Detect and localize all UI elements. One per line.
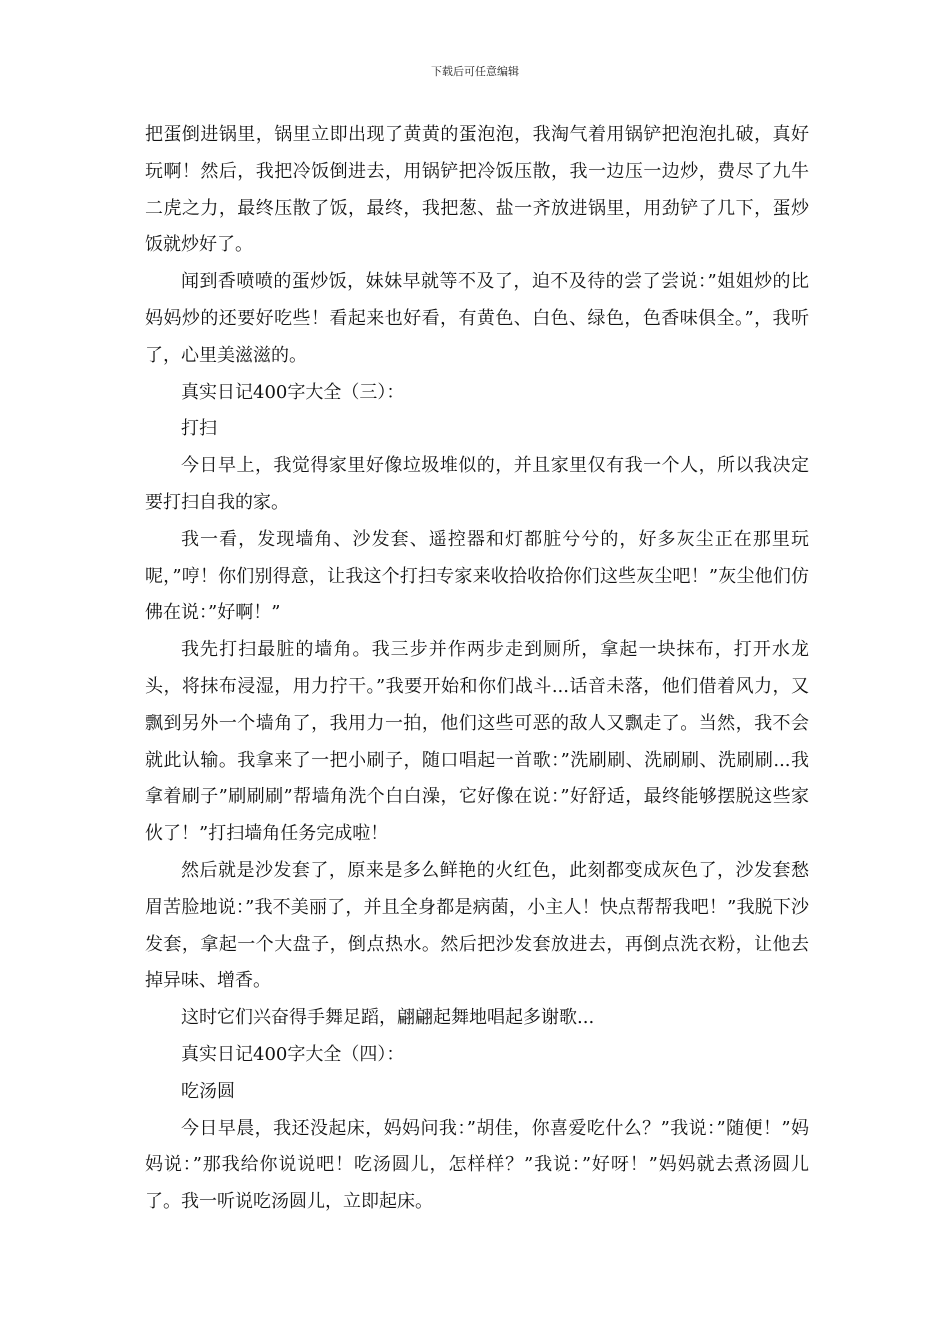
section-heading: 真实日记400字大全（三）： [181, 381, 405, 403]
paragraph: 我一看，发现墙角、沙发套、遥控器和灯都脏兮兮的，好多灰尘正在那里玩呢，”哼！你们别得意，让我这个打扫专家来收拾收拾你们这些灰尘吧！”灰尘他们仿佛在说：”好啊！” [145, 528, 809, 624]
paragraph: 这时它们兴奋得手舞足蹈，翩翩起舞地唱起多谢歌... [181, 1007, 595, 1029]
page-header: 下载后可任意编辑 [431, 65, 519, 78]
section-title: 打扫 [181, 418, 217, 440]
paragraph: 今日早晨，我还没起床，妈妈问我：”胡佳，你喜爱吃什么？”我说：”随便！”妈妈说：”那我给你说说吧！吃汤圆儿，怎样样？”我说：”好呀！”妈妈就去煮汤圆儿了。我一听说吃汤圆儿，立即起床。 [145, 1117, 809, 1213]
paragraph: 然后就是沙发套了，原来是多么鲜艳的火红色，此刻都变成灰色了，沙发套愁眉苦脸地说：”我不美丽了，并且全身都是病菌，小主人！快点帮帮我吧！”我脱下沙发套，拿起一个大盘子，倒点热水。然后把沙发套放进去，再倒点洗衣粉，让他去掉异味、增香。 [145, 859, 809, 992]
paragraph: 闻到香喷喷的蛋炒饭，妹妹早就等不及了，迫不及待的尝了尝说：”姐姐炒的比妈妈炒的还要好吃些！看起来也好看，有黄色、白色、绿色，色香味俱全。”，我听了，心里美滋滋的。 [145, 271, 809, 366]
paragraph: 把蛋倒进锅里，锅里立即出现了黄黄的蛋泡泡，我淘气着用锅铲把泡泡扎破，真好玩啊！然后，我把冷饭倒进去，用锅铲把冷饭压散，我一边压一边炒，费尽了九牛二虎之力，最终压散了饭，最终，我把葱、盐一齐放进锅里，用劲铲了几下，蛋炒饭就炒好了。 [145, 124, 809, 256]
section-title: 吃汤圆 [181, 1080, 235, 1102]
section-heading: 真实日记400字大全（四）： [181, 1043, 405, 1065]
body-text [145, 117, 809, 1221]
paragraph: 我先打扫最脏的墙角。我三步并作两步走到厕所，拿起一块抹布，打开水龙头，将抹布浸湿，用力拧干。”我要开始和你们战斗...话音未落，他们借着风力，又飘到另外一个墙角了，我用力一拍，他们这些可恶的敌人又飘走了。当然，我不会就此认输。我拿来了一把小刷子，随口唱起一首歌：”洗刷刷、洗刷刷、洗刷刷...我拿着刷子”刷刷刷”帮墙角洗个白白澡，它好像在说：”好舒适，最终能够摆脱这些家伙了！”打扫墙角任务完成啦！ [145, 639, 809, 845]
paragraph: 今日早上，我觉得家里好像垃圾堆似的，并且家里仅有我一个人，所以我决定要打扫自我的家。 [145, 455, 809, 513]
